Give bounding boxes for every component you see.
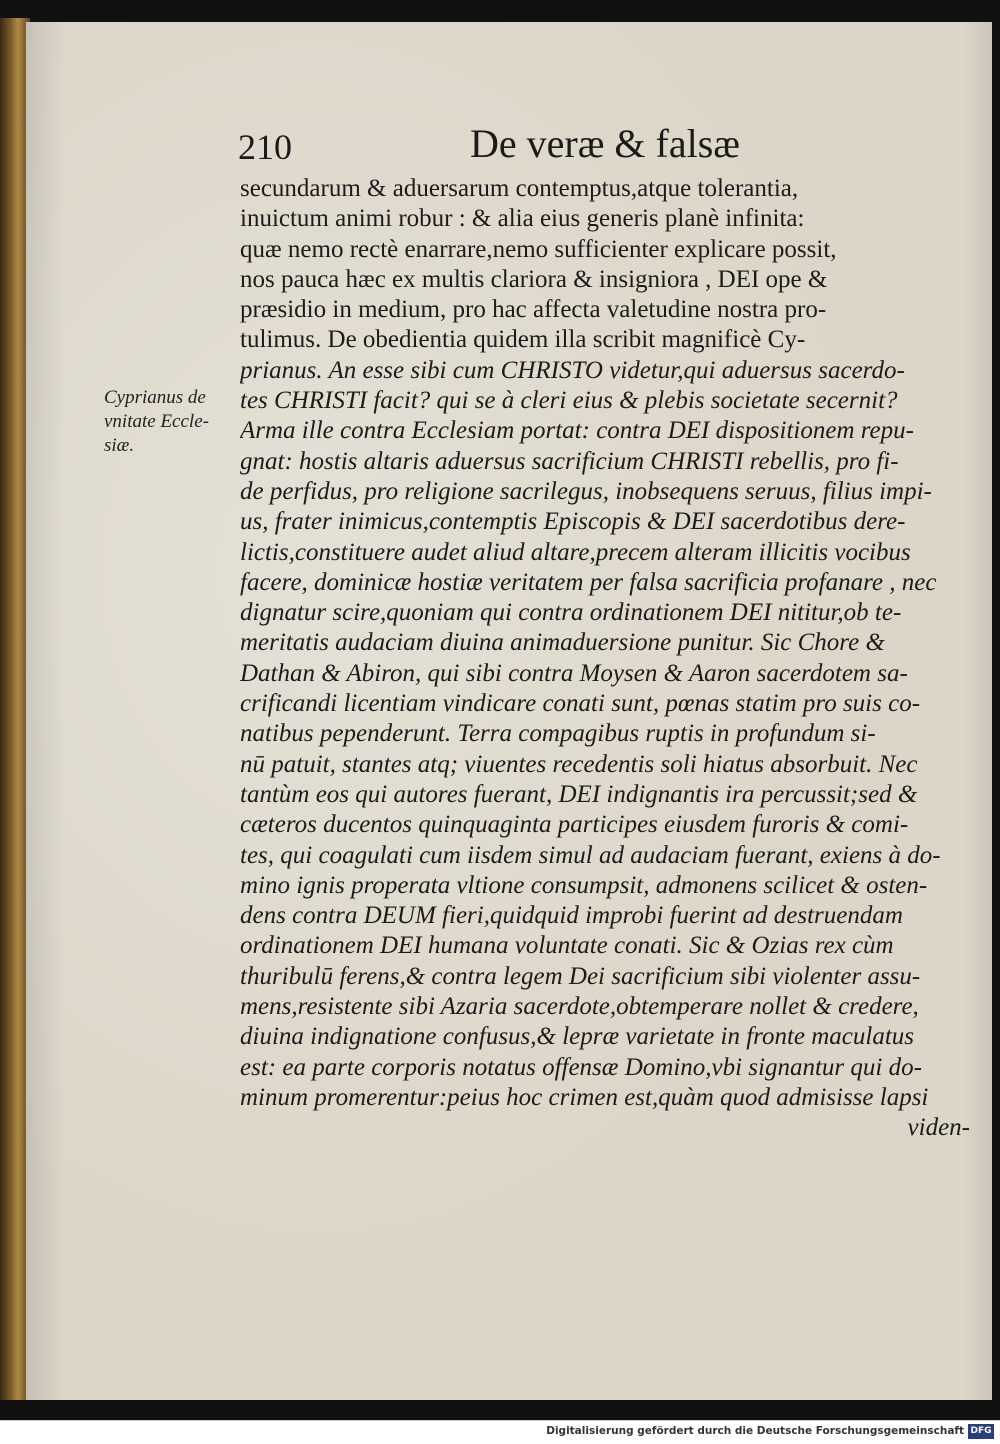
dfg-logo-icon: DFG xyxy=(968,1424,994,1439)
marginal-note-line: siæ. xyxy=(104,435,135,456)
text-line: crificandi licentiam vindicare conati sunt, pœnas statim pro suis co- xyxy=(240,690,921,718)
text-line: mino ignis properata vltione consumpsit, admonens scilicet & osten- xyxy=(240,871,928,899)
text-line: gnat: hostis altaris aduersus sacrificium CHRISTI rebellis, pro fi- xyxy=(240,447,899,475)
text-line: lictis,constituere audet aliud altare,precem alteram illicitis vocibus xyxy=(240,538,911,566)
main-text-block xyxy=(240,174,970,1144)
text-line: secundarum & aduersarum contemptus,atque tolerantia, xyxy=(240,175,799,202)
text-line: nū patuit, stantes atq; viuentes recedentis soli hiatus absorbuit. Nec xyxy=(240,750,918,778)
marginal-note-line: Cyprianus de xyxy=(104,387,206,408)
text-line: est: ea parte corporis notatus offensæ Domino,vbi signantur qui do- xyxy=(240,1053,922,1081)
page-header xyxy=(238,120,758,170)
funding-credit: Digitalisierung gefördert durch die Deutsche Forschungsgemeinschaft xyxy=(546,1425,964,1437)
text-line: tes CHRISTI facit? qui se à cleri eius & plebis societate secernit? xyxy=(240,387,898,415)
catchword: viden- xyxy=(907,1114,970,1142)
text-line: tes, qui coagulati cum iisdem simul ad audaciam fuerant, exiens à do- xyxy=(240,841,941,869)
text-line: diuina indignatione confusus,& lepræ varietate in fronte maculatus xyxy=(240,1023,915,1051)
text-line: præsidio in medium, pro hac affecta valetudine nostra pro- xyxy=(240,296,827,324)
text-line: cæteros ducentos quinquaginta participes eiusdem furoris & comi- xyxy=(240,811,909,839)
text-line: ordinationem DEI humana voluntate conati. Sic & Ozias rex cùm xyxy=(240,932,894,960)
text-line: thuribulū ferens,& contra legem Dei sacrificium sibi violenter assu- xyxy=(240,962,921,990)
text-line: dens contra DEUM fieri,quidquid improbi fuerint ad destruendam xyxy=(240,902,903,930)
marginal-note-line: vnitate Eccle- xyxy=(104,411,209,432)
text-line: facere, dominicæ hostiæ veritatem per falsa sacrificia profanare , nec xyxy=(240,568,937,596)
text-line: natibus pependerunt. Terra compagibus ruptis in profundum si- xyxy=(240,720,876,748)
text-line: quæ nemo rectè enarrare,nemo sufficienter explicare possit, xyxy=(240,235,837,263)
text-line: de perfidus, pro religione sacrilegus, inobsequens seruus, filius impi- xyxy=(240,477,932,505)
text-line: inuictum animi robur : & alia eius generis planè infinita: xyxy=(240,205,805,233)
text-line: prianus. An esse sibi cum CHRISTO videtur,qui aduersus sacerdo- xyxy=(240,356,905,384)
text-line: nos pauca hæc ex multis clariora & insigniora , DEI ope & xyxy=(240,265,828,293)
text-line: meritatis audaciam diuina animaduersione punitur. Sic Chore & xyxy=(240,629,885,657)
text-line: mens,resistente sibi Azaria sacerdote,obtemperare nollet & credere, xyxy=(240,993,919,1021)
text-line: Arma ille contra Ecclesiam portat: contra DEI dispositionem repu- xyxy=(240,417,914,445)
text-line: us, frater inimicus,contemptis Episcopis & DEI sacerdotibus dere- xyxy=(240,508,906,536)
marginal-note xyxy=(104,386,234,458)
text-line: dignatur scire,quoniam qui contra ordinationem DEI nititur,ob te- xyxy=(240,599,902,627)
text-line: tulimus. De obedientia quidem illa scribit magnificè Cy- xyxy=(240,326,806,354)
text-line: minum promerentur:peius hoc crimen est,quàm quod admisisse lapsi xyxy=(240,1083,929,1111)
text-line: Dathan & Abiron, qui sibi contra Moysen & Aaron sacerdotem sa- xyxy=(240,659,908,687)
footer-bar xyxy=(0,1420,1000,1444)
text-line: tantùm eos qui autores fuerant, DEI indignantis ira percussit;sed & xyxy=(240,780,918,808)
running-title: De veræ & falsæ xyxy=(470,121,740,166)
page-number: 210 xyxy=(238,127,292,167)
